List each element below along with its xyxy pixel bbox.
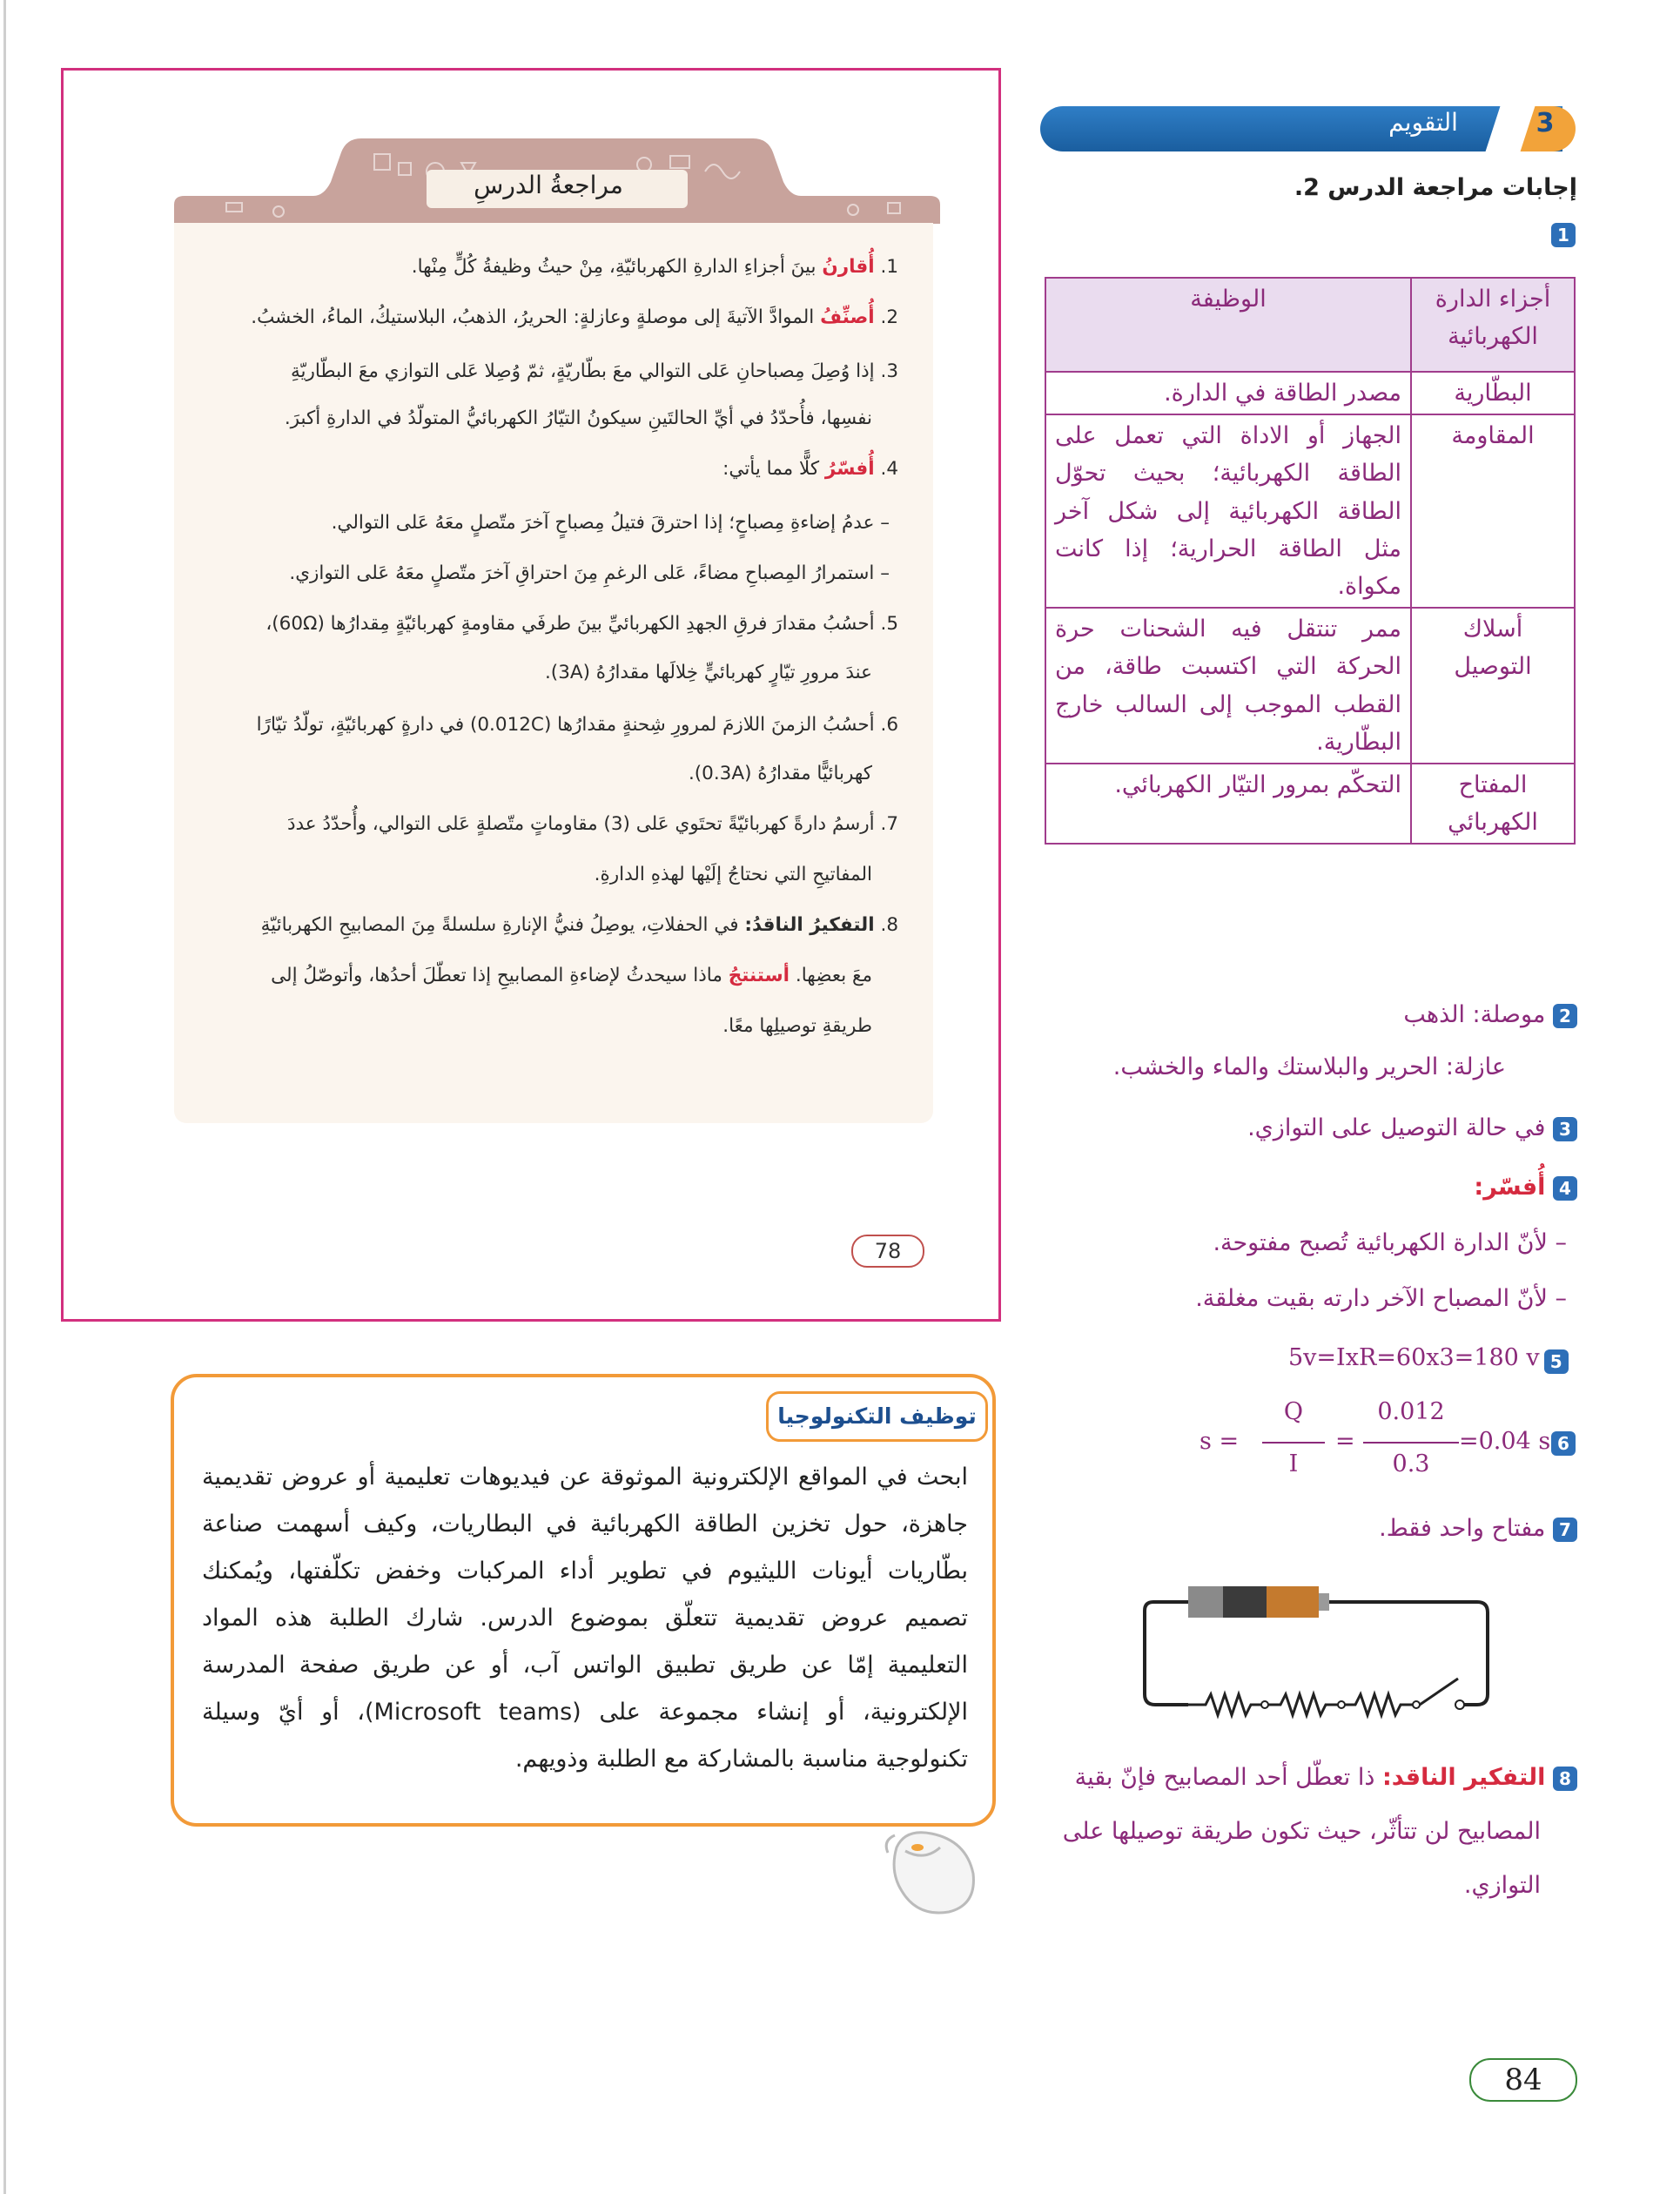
mouse-icon <box>879 1821 984 1926</box>
fraction-bar-2 <box>1363 1442 1459 1444</box>
question-5-line-2: عندَ مرورِ تيّارٍ كهربائيٍّ خِلالَها مقدارُهُ (3A). <box>544 662 872 683</box>
answer-4: 4 أُفسّر: <box>1474 1174 1577 1201</box>
resistor-icon <box>1345 1694 1420 1715</box>
answer-3: 3 في حالة التوصيل على التوازي. <box>1247 1114 1577 1141</box>
q2-verb: أُصنِّفُ <box>820 306 875 328</box>
answer-6: s = Q I = 0.012 0.3 =0.04 s 6 <box>1193 1393 1576 1489</box>
review-box <box>174 223 933 1123</box>
q8-verb: أستنتجُ <box>728 965 790 986</box>
table-row: المفتاح الكهربائي التحكّم بمرور التيّار الكهربائي. <box>1045 764 1575 844</box>
question-2: 2. أُصنِّفُ الموادَّ الآتيةَ إلى موصلةٍ وعازلةٍ: الحريرُ، الذهبُ، البلاستيكُ، الماءُ، الخشبُ. <box>251 306 898 328</box>
technology-box-title: توظيف التكنولوجيا <box>766 1391 988 1442</box>
question-4-b: – استمرارُ المِصباحِ مضاءً، عَلى الرغمِ مِنَ احتراقِ آخرَ متّصلٍ معَهُ عَلى التوازي. <box>289 562 890 584</box>
table-row: أسلاك التوصيل ممر تنتقل فيه الشحنات حرة الحركة التي اكتسبت طاقة، من القطب الموجب إلى السالب خارج البطّارية. <box>1045 608 1575 764</box>
question-6-line-2: كهربائيًّا مقدارُهُ (0.3A). <box>688 763 872 784</box>
q8-label: التفكيرُ الناقدُ: <box>744 914 875 936</box>
circuit-parts-table <box>1045 277 1576 845</box>
answer-2-line-2: عازلة: الحرير والبلاستك والماء والخشب. <box>1112 1053 1506 1080</box>
answer-5: 5v=IxR=60x3=180 v 5 <box>1288 1344 1569 1374</box>
answer-8-line-2: المصابيح لن تتأثّر، حيث تكون طريقة توصيلها على <box>1062 1818 1541 1845</box>
section-header-bar <box>1040 106 1562 151</box>
page-number: 84 <box>1469 2058 1577 2102</box>
question-5-line-1: 5. أحسُبُ مقدارَ فرقِ الجهدِ الكهربائيِّ بينَ طرفَي مقاومةٍ كهربائيّةٍ مِقدارُها (60Ω)، <box>265 613 898 635</box>
technology-box-text: ابحث في المواقع الإلكترونية الموثوقة عن فيديوهات تعليمية أو عروض تقديمية جاهزة، حول تخزين الطاقة الكهربائية في البطاريات، وكيف أسهمت صناعة بطّاريات أيونات الليثيوم في تطوير أداء المركبات وخفض تكلّفتها، ويُمكنك تصميم عروض تقديمية تتعلّق بموضوع الدرس. شارك الطلبة هذه المواد التعليمية إمّا عن طريق تطبيق الواتس آب، أو عن طريق صفحة المدرسة الإلكترونية، أو إنشاء مجموعة على (Microsoft teams)، أو أيّ وسيلة تكنولوجية مناسبة بالمشاركة مع الطلبة وذويهم. <box>202 1464 968 1773</box>
section-number: 3 <box>1536 108 1555 138</box>
section-title: التقويم <box>1388 108 1458 137</box>
answer-8-line-1: 8 التفكير الناقد: ذا تعطّل أحد المصابيح فإنّ بقية <box>1075 1764 1577 1791</box>
answer-2-line-1: 2 موصلة: الذهب <box>1403 1001 1577 1028</box>
question-6-line-1: 6. أحسُبُ الزمنَ اللازمَ لمرورِ شِحنةٍ مقدارُها (0.012C) في دارةٍ كهربائيّةٍ، تولّدُ تيّارًا <box>256 714 898 736</box>
answer-4-a: – لأنّ الدارة الكهربائية تُصبح مفتوحة. <box>1213 1229 1567 1256</box>
question-4-a: – عدمُ إضاءةِ مِصباحٍ؛ إذا احترقَ فتيلُ مِصباحٍ آخرَ متّصلٍ معَهُ عَلى التوالي. <box>331 512 890 534</box>
question-3-line-2: نفسِها، فأُحدّدُ في أيِّ الحالتَينِ سيكونُ التيّارُ الكهربائيُّ المتولّدُ في الدارةِ أكبرَ. <box>284 407 872 429</box>
table-header-part: أجزاء الدارة الكهربائية <box>1411 278 1575 372</box>
book-page-number: 78 <box>851 1235 924 1268</box>
table-header-function: الوظيفة <box>1045 278 1411 372</box>
review-title: مراجعةُ الدرسِ <box>474 171 623 199</box>
question-4: 4. أُفسّرُ كلًّا مما يأتي: <box>722 458 898 480</box>
question-7-line-2: المفاتيحِ التي نحتاجُ إلَيْها لهذهِ الدارةِ. <box>594 864 872 885</box>
fraction-bar-1 <box>1262 1442 1325 1444</box>
q1-verb: أُقارنُ <box>822 256 875 278</box>
table-row: المقاومة الجهاز أو الاداة التي تعمل على الطاقة الكهربائية؛ بحيث تحوّل الطاقة الكهربائية إلى شكل آخر مثل الطاقة الحرارية؛ إذا كانت مكواة. <box>1045 414 1575 608</box>
answer-number-1: 1 <box>1551 223 1576 247</box>
question-7-line-1: 7. أرسمُ دارةً كهربائيّةً تحتَوي عَلى (3) مقاوماتٍ متّصلةٍ عَلى التوالي، وأُحدّدُ عددَ <box>286 813 898 835</box>
q4-verb: أُفسّرُ <box>824 458 875 480</box>
page-edge-rule <box>3 0 6 2194</box>
series-circuit-diagram <box>1136 1567 1502 1724</box>
question-3-line-1: 3. إذا وُصِلَ مِصباحانِ عَلى التوالي معَ بطّاريّةٍ، ثمّ وُصِلا عَلى التوازي معَ البطّاريّةِ <box>290 360 898 382</box>
answers-title: إجابات مراجعة الدرس 2. <box>1294 174 1577 201</box>
answer-7: 7 مفتاح واحد فقط. <box>1379 1515 1577 1542</box>
question-8: 8. التفكيرُ الناقدُ: في الحفلاتِ، يوصِلُ فنيُّ الإنارةِ سلسلةً مِنَ المصابيحِ الكهربائيّةِ <box>260 914 898 936</box>
answer-8-line-3: التوازي. <box>1463 1872 1541 1899</box>
question-8-line-3: طريقةِ توصيلِها معًا. <box>722 1015 872 1037</box>
resistor-icon <box>1268 1694 1345 1715</box>
answer-4-b: – لأنّ المصباح الآخر دارته بقيت مغلقة. <box>1195 1285 1567 1312</box>
resistor-icon <box>1188 1694 1268 1715</box>
switch-icon <box>1420 1679 1464 1709</box>
question-8-line-2: معَ بعضِها. أستنتجُ ماذا سيحدثُ لإضاءةِ المصابيحِ إذا تعطّلَ أحدُها، وأتوصّلُ إلى <box>271 965 872 986</box>
question-1: 1. أُقارنُ بينَ أجزاءِ الدارةِ الكهربائيّةِ، مِنْ حيثُ وظيفةُ كُلٍّ مِنْها. <box>411 256 898 278</box>
table-header-row <box>1045 278 1575 372</box>
table-row: البطّارية مصدر الطاقة في الدارة. <box>1045 372 1575 414</box>
